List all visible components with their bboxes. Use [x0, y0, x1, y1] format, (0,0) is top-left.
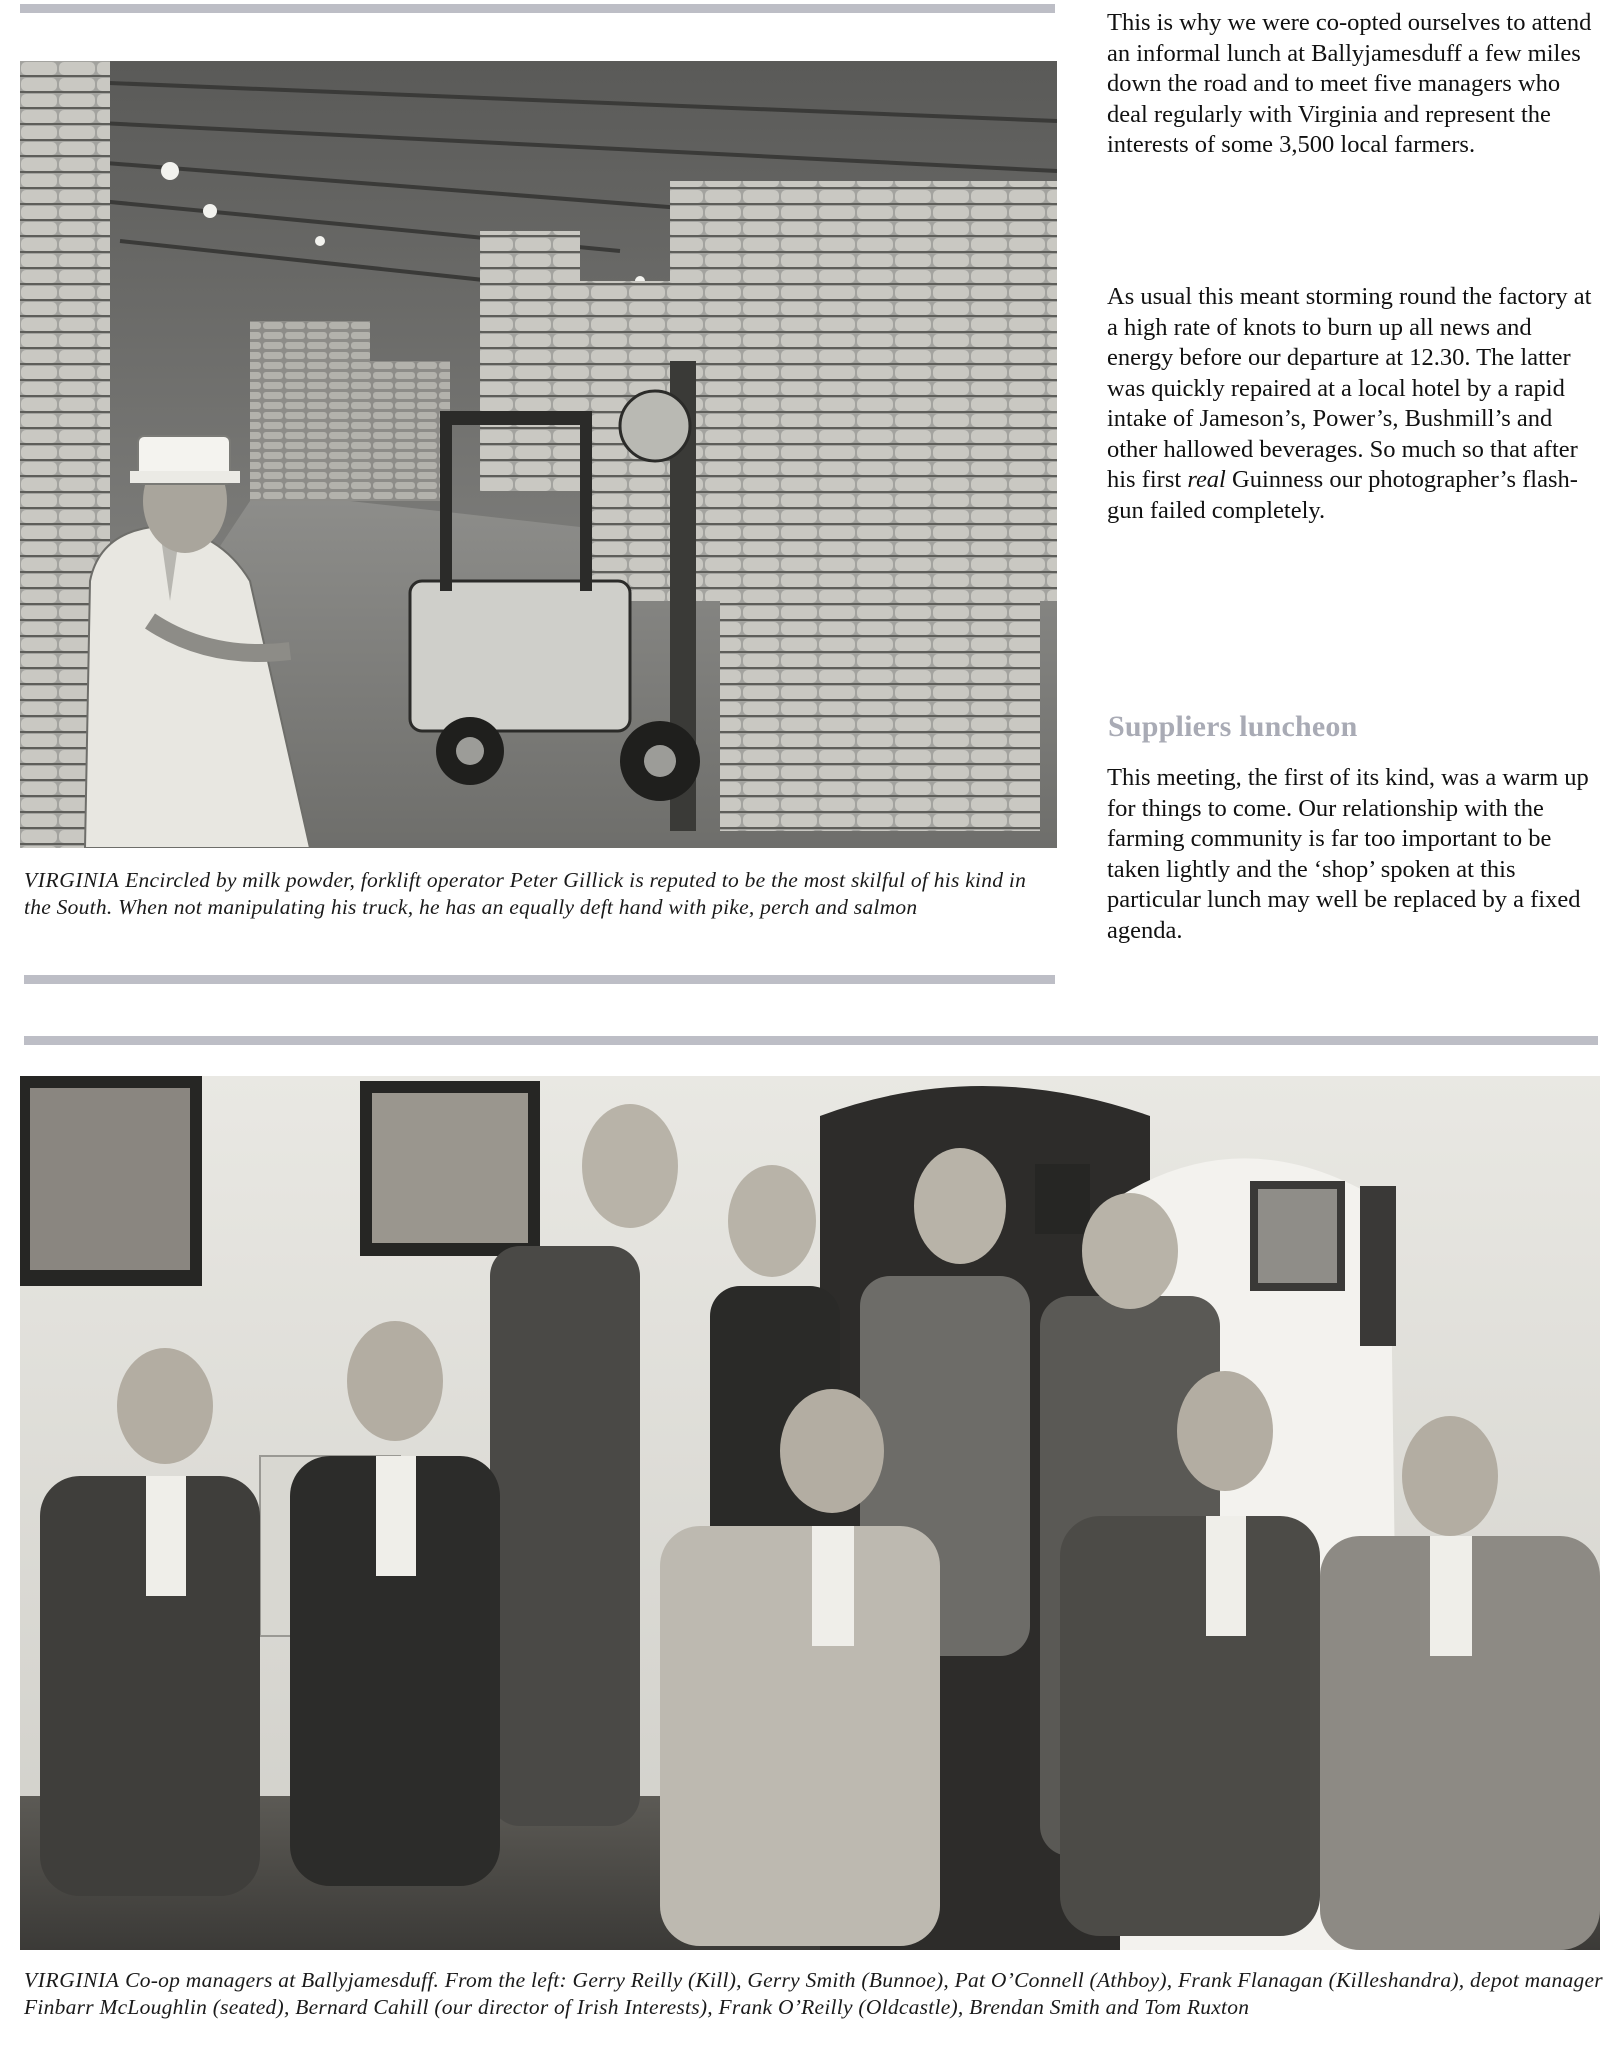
- middle-rule: [24, 975, 1055, 984]
- article-paragraph-3: This meeting, the first of its kind, was a warm up for things to come. Our relationship with the farming community is far too important to be taken lightly and the ‘shop’ spoken at this particular lunch may well be replaced by a fixed agenda.: [1107, 764, 1589, 944]
- warehouse-forklift-photo: [20, 61, 1057, 848]
- paragraph-2-emphasis: real: [1187, 466, 1226, 493]
- caption-lead: VIRGINIA: [24, 1968, 120, 1992]
- co-op-managers-group-photo: [20, 1076, 1600, 1950]
- section-subheading: Suppliers luncheon: [1108, 710, 1358, 743]
- paragraph-2-text-start: As usual this meant storming round the factory at a high rate of knots to burn up all news and energy before our departure at 12.30. The latter was quickly repaired at a local hotel by a rapid intake of Jameson’s, Power’s, Bushmill’s and other hallowed beverages. So much so that after his first: [1107, 283, 1592, 493]
- paragraph-2-text-end: Guinness our photographer’s flash-gun failed completely.: [1107, 466, 1578, 524]
- caption-text: Encircled by milk powder, forklift operator Peter Gillick is reputed to be the most skilful of his kind in the South. When not manipulating his truck, he has an equally deft hand with pike, perch and salmon: [24, 868, 1027, 919]
- caption-text: Co-op managers at Ballyjamesduff. From the left: Gerry Reilly (Kill), Gerry Smith (Bunnoe), Pat O’Connell (Athboy), Frank Flanagan (Killeshandra), depot manager Finbarr McLoughlin (seated), Bernard Cahill (our director of Irish Interests), Frank O’Reilly (Oldcastle), Brendan Smith and Tom Ruxton: [24, 1968, 1603, 2019]
- warehouse-photo-caption: [24, 867, 1054, 921]
- caption-lead: VIRGINIA: [24, 868, 120, 892]
- bottom-section-rule: [24, 1036, 1598, 1045]
- article-paragraph-1: This is why we were co-opted ourselves to attend an informal lunch at Ballyjamesduff a few miles down the road and to meet five managers who deal regularly with Virginia and represent the interests of some 3,500 local farmers.: [1107, 9, 1592, 158]
- top-rule: [20, 4, 1055, 13]
- article-paragraph-2: [1107, 282, 1603, 526]
- group-photo-caption: [24, 1967, 1604, 2021]
